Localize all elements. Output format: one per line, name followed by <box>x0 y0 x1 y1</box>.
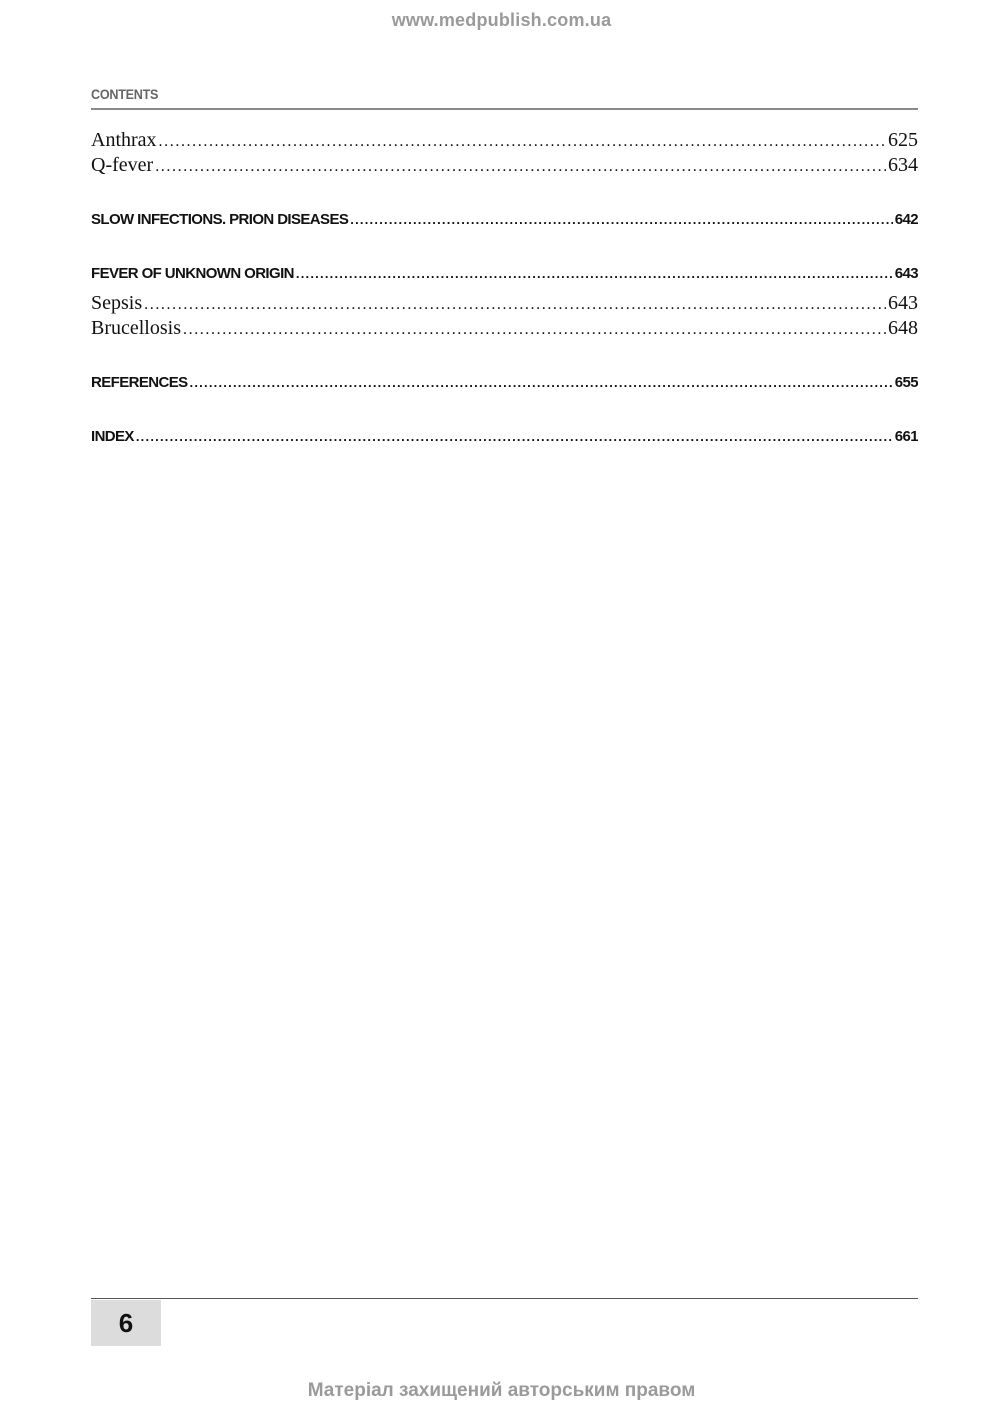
toc-chapter-page: 642 <box>894 211 918 228</box>
toc-entry-title: Q-fever <box>91 154 154 176</box>
footer-rule <box>91 1298 918 1299</box>
toc-chapter-page: 643 <box>894 265 918 282</box>
toc-chapter-page: 661 <box>894 428 918 445</box>
running-head-label: CONTENTS <box>91 86 159 102</box>
toc-entry-page: 634 <box>888 154 918 176</box>
page-number: 6 <box>91 1300 161 1346</box>
toc-entry-title: Anthrax <box>91 129 157 151</box>
copyright-watermark: Матеріал захищений авторським правом <box>307 1380 696 1401</box>
dot-leader <box>350 207 893 232</box>
toc-entry-page: 643 <box>888 292 918 314</box>
dot-leader <box>155 154 886 178</box>
toc-entry-title: Brucellosis <box>91 317 181 339</box>
toc-chapter-slow-infections[interactable] <box>91 207 918 232</box>
toc-entry-page: 625 <box>888 129 918 151</box>
toc-chapter-title: INDEX <box>91 428 134 445</box>
dot-leader <box>296 261 893 286</box>
toc-entry-brucellosis[interactable] <box>91 316 918 341</box>
toc-entry-sepsis[interactable] <box>91 291 918 316</box>
toc-chapter-title: FEVER OF UNKNOWN ORIGIN <box>91 265 294 282</box>
running-head <box>91 86 918 110</box>
dot-leader <box>190 370 893 395</box>
toc-chapter-title: SLOW INFECTIONS. PRION DISEASES <box>91 211 349 228</box>
toc-entry-q-fever[interactable] <box>91 153 918 178</box>
website-watermark: www.medpublish.com.ua <box>391 10 612 30</box>
toc-entry-anthrax[interactable] <box>91 128 918 153</box>
toc-chapter-fever-unknown-origin[interactable] <box>91 261 918 286</box>
dot-leader <box>136 424 893 449</box>
toc-chapter-title: REFERENCES <box>91 374 188 391</box>
dot-leader <box>144 292 886 316</box>
toc-chapter-index[interactable] <box>91 424 918 449</box>
dot-leader <box>159 129 886 153</box>
toc-chapter-references[interactable] <box>91 370 918 395</box>
table-of-contents <box>91 128 918 449</box>
toc-entry-title: Sepsis <box>91 292 143 314</box>
dot-leader <box>183 317 886 341</box>
toc-entry-page: 648 <box>888 317 918 339</box>
toc-chapter-page: 655 <box>894 374 918 391</box>
